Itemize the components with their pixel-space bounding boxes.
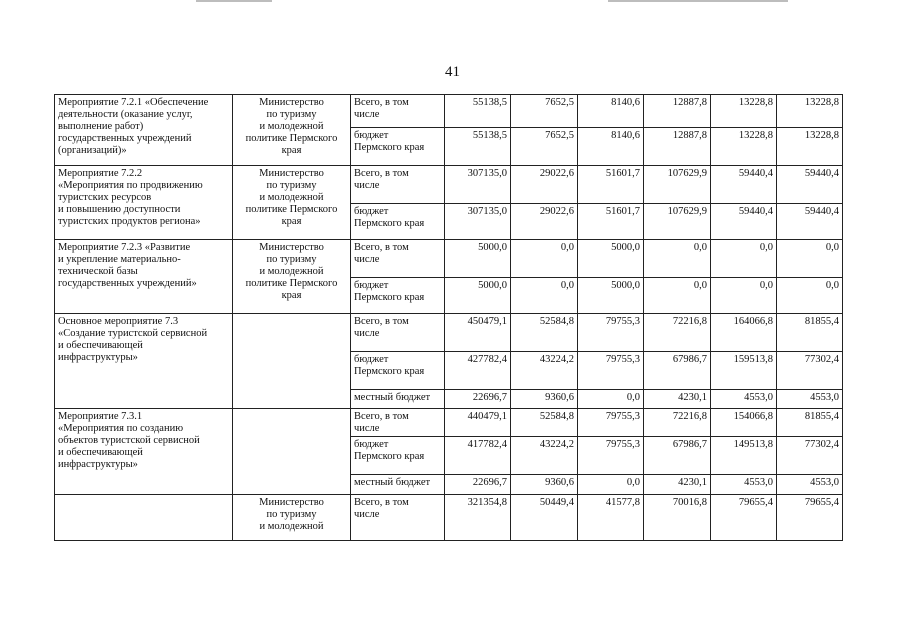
amount-cell: 13228,8 bbox=[711, 95, 777, 128]
amount-cell: 51601,7 bbox=[578, 166, 644, 204]
table-row bbox=[55, 495, 843, 541]
amount-cell: 307135,0 bbox=[445, 166, 511, 204]
funding-source-cell: бюджет Пермского края bbox=[351, 204, 445, 240]
amount-cell: 149513,8 bbox=[711, 437, 777, 475]
amount-cell: 0,0 bbox=[777, 278, 843, 314]
amount-cell: 50449,4 bbox=[511, 495, 578, 541]
amount-cell: 0,0 bbox=[511, 278, 578, 314]
amount-cell: 9360,6 bbox=[511, 390, 578, 409]
amount-cell: 77302,4 bbox=[777, 437, 843, 475]
amount-cell: 55138,5 bbox=[445, 128, 511, 166]
responsible-cell: Министерство по туризму и молодежной политике Пермского края bbox=[233, 166, 351, 240]
funding-source-cell: бюджет Пермского края bbox=[351, 128, 445, 166]
table-row bbox=[55, 95, 843, 128]
amount-cell: 29022,6 bbox=[511, 166, 578, 204]
event-cell: Мероприятие 7.2.3 «Развитие и укрепление материально- технической базы государственных учреждений» bbox=[55, 240, 233, 314]
funding-source-cell: Всего, в том числе bbox=[351, 409, 445, 437]
amount-cell: 52584,8 bbox=[511, 314, 578, 352]
amount-cell: 417782,4 bbox=[445, 437, 511, 475]
amount-cell: 77302,4 bbox=[777, 352, 843, 390]
amount-cell: 0,0 bbox=[578, 475, 644, 495]
amount-cell: 4553,0 bbox=[777, 475, 843, 495]
amount-cell: 8140,6 bbox=[578, 128, 644, 166]
amount-cell: 4553,0 bbox=[711, 390, 777, 409]
amount-cell: 81855,4 bbox=[777, 409, 843, 437]
amount-cell: 5000,0 bbox=[445, 278, 511, 314]
amount-cell: 51601,7 bbox=[578, 204, 644, 240]
funding-source-cell: Всего, в том числе bbox=[351, 95, 445, 128]
amount-cell: 4230,1 bbox=[644, 475, 711, 495]
event-cell: Мероприятие 7.2.2 «Мероприятия по продвижению туристских ресурсов и повышению доступности туристских продуктов региона» bbox=[55, 166, 233, 240]
amount-cell: 164066,8 bbox=[711, 314, 777, 352]
amount-cell: 321354,8 bbox=[445, 495, 511, 541]
amount-cell: 59440,4 bbox=[777, 204, 843, 240]
amount-cell: 79755,3 bbox=[578, 352, 644, 390]
amount-cell: 79655,4 bbox=[711, 495, 777, 541]
amount-cell: 8140,6 bbox=[578, 95, 644, 128]
amount-cell: 7652,5 bbox=[511, 128, 578, 166]
amount-cell: 79755,3 bbox=[578, 409, 644, 437]
amount-cell: 70016,8 bbox=[644, 495, 711, 541]
table-row bbox=[55, 314, 843, 352]
amount-cell: 154066,8 bbox=[711, 409, 777, 437]
amount-cell: 0,0 bbox=[511, 240, 578, 278]
amount-cell: 0,0 bbox=[777, 240, 843, 278]
event-cell: Мероприятие 7.3.1 «Мероприятия по созданию объектов туристской сервисной и обеспечивающей инфраструктуры» bbox=[55, 409, 233, 495]
funding-source-cell: Всего, в том числе bbox=[351, 314, 445, 352]
amount-cell: 0,0 bbox=[644, 278, 711, 314]
funding-source-cell: бюджет Пермского края bbox=[351, 278, 445, 314]
amount-cell: 12887,8 bbox=[644, 95, 711, 128]
amount-cell: 29022,6 bbox=[511, 204, 578, 240]
amount-cell: 41577,8 bbox=[578, 495, 644, 541]
responsible-cell bbox=[233, 314, 351, 409]
amount-cell: 427782,4 bbox=[445, 352, 511, 390]
amount-cell: 4553,0 bbox=[777, 390, 843, 409]
amount-cell: 52584,8 bbox=[511, 409, 578, 437]
amount-cell: 13228,8 bbox=[777, 128, 843, 166]
funding-source-cell: Всего, в том числе bbox=[351, 166, 445, 204]
table-row bbox=[55, 240, 843, 278]
event-cell: Мероприятие 7.2.1 «Обеспечение деятельности (оказание услуг, выполнение работ) государственных учреждений (организаций)» bbox=[55, 95, 233, 166]
table-body bbox=[55, 95, 843, 541]
event-cell: Основное мероприятие 7.3 «Создание туристской сервисной и обеспечивающей инфраструктуры» bbox=[55, 314, 233, 409]
amount-cell: 0,0 bbox=[711, 240, 777, 278]
amount-cell: 9360,6 bbox=[511, 475, 578, 495]
amount-cell: 5000,0 bbox=[445, 240, 511, 278]
amount-cell: 67986,7 bbox=[644, 437, 711, 475]
amount-cell: 59440,4 bbox=[777, 166, 843, 204]
scan-edge-mark bbox=[196, 0, 272, 2]
scan-edge-mark bbox=[608, 0, 788, 2]
responsible-cell: Министерство по туризму и молодежной политике Пермского края bbox=[233, 240, 351, 314]
amount-cell: 43224,2 bbox=[511, 352, 578, 390]
budget-table bbox=[54, 94, 843, 541]
amount-cell: 72216,8 bbox=[644, 409, 711, 437]
amount-cell: 307135,0 bbox=[445, 204, 511, 240]
amount-cell: 55138,5 bbox=[445, 95, 511, 128]
funding-source-cell: бюджет Пермского края bbox=[351, 437, 445, 475]
amount-cell: 72216,8 bbox=[644, 314, 711, 352]
funding-source-cell: местный бюджет bbox=[351, 390, 445, 409]
amount-cell: 13228,8 bbox=[777, 95, 843, 128]
amount-cell: 0,0 bbox=[644, 240, 711, 278]
amount-cell: 107629,9 bbox=[644, 204, 711, 240]
amount-cell: 79755,3 bbox=[578, 314, 644, 352]
amount-cell: 22696,7 bbox=[445, 475, 511, 495]
amount-cell: 107629,9 bbox=[644, 166, 711, 204]
amount-cell: 12887,8 bbox=[644, 128, 711, 166]
amount-cell: 4230,1 bbox=[644, 390, 711, 409]
amount-cell: 4553,0 bbox=[711, 475, 777, 495]
amount-cell: 67986,7 bbox=[644, 352, 711, 390]
responsible-cell: Министерство по туризму и молодежной bbox=[233, 495, 351, 541]
table-row bbox=[55, 166, 843, 204]
amount-cell: 5000,0 bbox=[578, 278, 644, 314]
amount-cell: 43224,2 bbox=[511, 437, 578, 475]
funding-source-cell: Всего, в том числе bbox=[351, 495, 445, 541]
event-cell bbox=[55, 495, 233, 541]
funding-source-cell: бюджет Пермского края bbox=[351, 352, 445, 390]
amount-cell: 59440,4 bbox=[711, 204, 777, 240]
amount-cell: 159513,8 bbox=[711, 352, 777, 390]
funding-source-cell: местный бюджет bbox=[351, 475, 445, 495]
amount-cell: 79655,4 bbox=[777, 495, 843, 541]
amount-cell: 0,0 bbox=[711, 278, 777, 314]
amount-cell: 450479,1 bbox=[445, 314, 511, 352]
amount-cell: 59440,4 bbox=[711, 166, 777, 204]
page-number: 41 bbox=[445, 64, 460, 80]
amount-cell: 22696,7 bbox=[445, 390, 511, 409]
amount-cell: 0,0 bbox=[578, 390, 644, 409]
responsible-cell: Министерство по туризму и молодежной политике Пермского края bbox=[233, 95, 351, 166]
amount-cell: 440479,1 bbox=[445, 409, 511, 437]
funding-source-cell: Всего, в том числе bbox=[351, 240, 445, 278]
table-row bbox=[55, 409, 843, 437]
amount-cell: 81855,4 bbox=[777, 314, 843, 352]
amount-cell: 7652,5 bbox=[511, 95, 578, 128]
responsible-cell bbox=[233, 409, 351, 495]
amount-cell: 13228,8 bbox=[711, 128, 777, 166]
amount-cell: 5000,0 bbox=[578, 240, 644, 278]
amount-cell: 79755,3 bbox=[578, 437, 644, 475]
